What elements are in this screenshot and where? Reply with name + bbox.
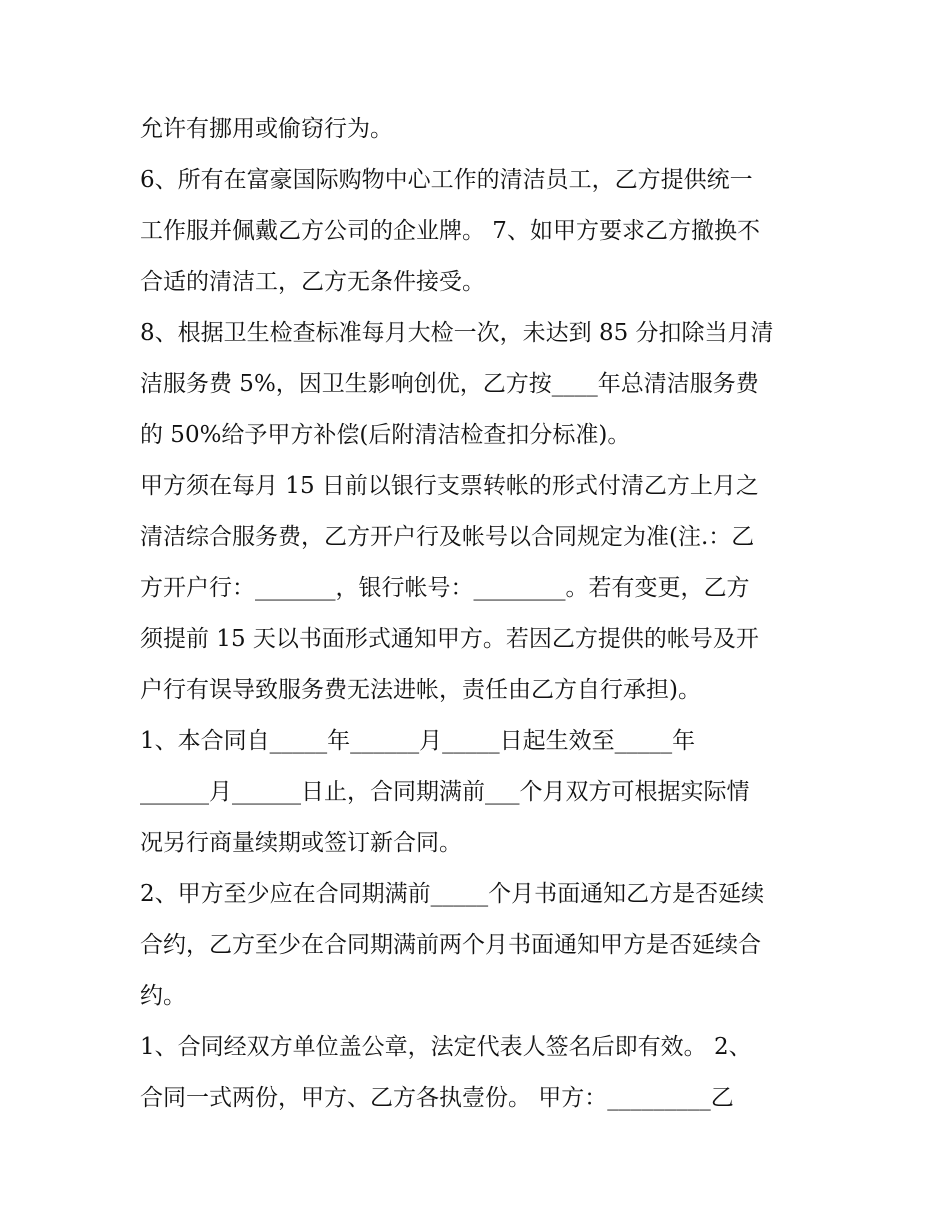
- text-line: 合约，乙方至少在合同期满前两个月书面通知甲方是否延续合: [140, 932, 761, 958]
- text-line: 2、甲方至少应在合同期满前_____个月书面通知乙方是否延续: [140, 881, 765, 907]
- text-line: 清洁综合服务费，乙方开户行及帐号以合同规定为准(注.：乙: [140, 524, 755, 550]
- text-line: 1、合同经双方单位盖公章，法定代表人签名后即有效。 2、: [140, 1034, 752, 1060]
- text-line: 8、根据卫生检查标准每月大检一次，未达到 85 分扣除当月清: [140, 320, 774, 346]
- text-line: 况另行商量续期或签订新合同。: [140, 830, 462, 856]
- text-line: 户行有误导致服务费无法进帐，责任由乙方自行承担)。: [140, 677, 701, 703]
- text-line: 6、所有在富豪国际购物中心工作的清洁员工，乙方提供统一: [140, 167, 753, 193]
- text-line: 约。: [140, 983, 186, 1009]
- text-line: 允许有挪用或偷窃行为。: [140, 116, 393, 142]
- text-line: 工作服并佩戴乙方公司的企业牌。 7、如甲方要求乙方撤换不: [140, 218, 760, 244]
- text-line: 甲方须在每月 15 日前以银行支票转帐的形式付清乙方上月之: [140, 473, 759, 499]
- text-line: 方开户行：_______，银行帐号：________。若有变更，乙方: [140, 575, 750, 601]
- text-line: 合适的清洁工，乙方无条件接受。: [140, 269, 485, 295]
- text-line: 合同一式两份，甲方、乙方各执壹份。 甲方：_________乙: [140, 1085, 734, 1111]
- text-line: ______月______日止，合同期满前___个月双方可根据实际情: [140, 779, 750, 805]
- text-line: 洁服务费 5%，因卫生影响创优，乙方按____年总清洁服务费: [140, 371, 759, 397]
- text-line: 须提前 15 天以书面形式通知甲方。若因乙方提供的帐号及开: [140, 626, 759, 652]
- text-line: 1、本合同自_____年______月_____日起生效至_____年: [140, 728, 696, 754]
- document-body: [140, 104, 820, 1124]
- text-line: 的 50%给予甲方补偿(后附清洁检查扣分标准)。: [140, 422, 631, 448]
